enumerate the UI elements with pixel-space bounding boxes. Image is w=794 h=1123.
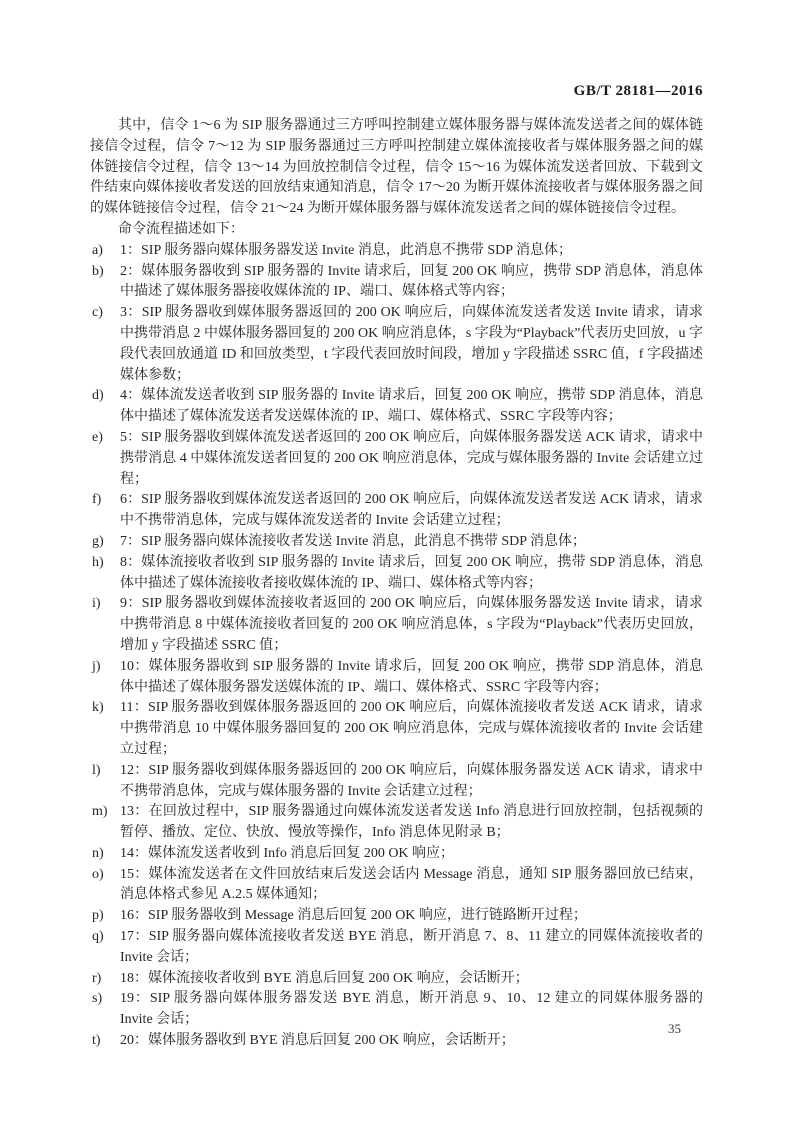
list-item-marker: t)	[92, 1033, 101, 1049]
list-item-text: 19：SIP 服务器向媒体服务器发送 BYE 消息，断开消息 9、10、12 建立的同媒体服务器的 Invite 会话；	[120, 991, 703, 1028]
list-item	[90, 241, 703, 262]
list-item-marker: m)	[92, 804, 108, 820]
document-content	[90, 116, 703, 1052]
list-item	[90, 761, 703, 803]
list-item-text: 13：在回放过程中，SIP 服务器通过向媒体流发送者发送 Info 消息进行回放控制，包括视频的暂停、播放、定位、快放、慢放等操作，Info 消息体见附录 B；	[120, 804, 703, 841]
list-item-marker: r)	[92, 970, 102, 986]
list-item-text: 5：SIP 服务器收到媒体流发送者返回的 200 OK 响应后，向媒体服务器发送 ACK 请求，请求中携带消息 4 中媒体流发送者回复的 200 OK 响应消息体，完成与媒体服务器的 Invite 会话建立过程；	[120, 429, 703, 487]
list-item-text: 11：SIP 服务器收到媒体服务器返回的 200 OK 响应后，向媒体流接收者发送 ACK 请求，请求中携带消息 10 中媒体服务器回复的 200 OK 响应消息体，完成与媒体流接收者的 Invite 会话建立过程；	[120, 700, 703, 757]
list-item-marker: k)	[92, 700, 104, 716]
list-item-marker: a)	[92, 242, 103, 258]
list-item-text: 2：媒体服务器收到 SIP 服务器的 Invite 请求后，回复 200 OK 响应，携带 SDP 消息体，消息体中描述了媒体服务器接收媒体流的 IP、端口、媒体格式等内容；	[120, 263, 703, 300]
list-item-marker: o)	[92, 866, 104, 882]
list-item-marker: g)	[92, 533, 104, 549]
command-flow-heading: 命令流程描述如下：	[118, 221, 244, 237]
list-item-text: 12：SIP 服务器收到媒体服务器返回的 200 OK 响应后，向媒体服务器发送 ACK 请求，请求中不携带消息体，完成与媒体服务器的 Invite 会话建立过程；	[120, 762, 703, 799]
list-item-text: 18：媒体流接收者收到 BYE 消息后回复 200 OK 响应，会话断开；	[120, 970, 529, 986]
list-item-text: 8：媒体流接收者收到 SIP 服务器的 Invite 请求后，回复 200 OK 响应，携带 SDP 消息体，消息体中描述了媒体流接收者接收媒体流的 IP、端口、媒体格式等内容；	[120, 554, 703, 591]
list-item-text: 1：SIP 服务器向媒体服务器发送 Invite 消息，此消息不携带 SDP 消息体；	[120, 242, 573, 258]
list-item-marker: i)	[92, 596, 101, 612]
list-item-marker: p)	[92, 908, 104, 924]
list-item-marker: d)	[92, 388, 104, 404]
list-item-text: 14：媒体流发送者收到 Info 消息后回复 200 OK 响应；	[120, 845, 455, 861]
intro-paragraph: 其中，信令 1～6 为 SIP 服务器通过三方呼叫控制建立媒体服务器与媒体流发送者之间的媒体链接信令过程，信令 7～12 为 SIP 服务器通过三方呼叫控制建立媒体流接收者与媒体服务器之间的媒体链接信令过程，信令 13～14 为回放控制信令过程，信令 15～16 为媒体流发送者回放、下载到文件结束向媒体接收者发送的回放结束通知消息，信令 17～20 为断开媒体流接收者与媒体服务器之间的媒体链接信令过程，信令 21～24 为断开媒体服务器与媒体流发送者之间的媒体链接信令过程。	[90, 118, 703, 217]
list-item-marker: l)	[92, 762, 101, 778]
list-item-text: 20：媒体服务器收到 BYE 消息后回复 200 OK 响应，会话断开；	[120, 1033, 515, 1049]
list-item-marker: n)	[92, 845, 104, 861]
list-item	[90, 989, 703, 1031]
list-item-text: 9：SIP 服务器收到媒体流接收者返回的 200 OK 响应后，向媒体服务器发送 Invite 请求，请求中携带消息 8 中媒体流接收者回复的 200 OK 响应消息体，s 字段为“Playback”代表历史回放，增加 y 字段描述 SSRC 值；	[120, 596, 703, 653]
list-item	[90, 865, 703, 907]
list-item-marker: c)	[92, 305, 103, 321]
list-item-marker: f)	[92, 492, 102, 508]
list-item-marker: e)	[92, 429, 103, 445]
list-item-text: 7：SIP 服务器向媒体流接收者发送 Invite 消息，此消息不携带 SDP 消息体；	[120, 533, 587, 549]
list-item	[90, 657, 703, 699]
list-item	[90, 303, 703, 386]
list-item-text: 3：SIP 服务器收到媒体服务器返回的 200 OK 响应后，向媒体流发送者发送 Invite 请求，请求中携带消息 2 中媒体服务器回复的 200 OK 响应消息体，s 字段为“Playback”代表历史回放，u 字段代表回放通道 ID 和回放类型，t 字段代表回放时间段，增加 y 字段描述 SSRC 值，f 字段描述媒体参数；	[120, 305, 703, 383]
list-item	[90, 844, 703, 865]
list-item	[90, 262, 703, 304]
list-item-text: 17：SIP 服务器向媒体流接收者发送 BYE 消息，断开消息 7、8、11 建立的同媒体流接收者的 Invite 会话；	[120, 929, 703, 965]
list-item	[90, 594, 703, 656]
list-item	[90, 428, 703, 490]
list-item-text: 15：媒体流发送者在文件回放结束后发送会话内 Message 消息，通知 SIP 服务器回放已结束，消息体格式参见 A.2.5 媒体通知；	[120, 866, 703, 903]
list-item	[90, 490, 703, 532]
list-item	[90, 553, 703, 595]
list-item-text: 4：媒体流发送者收到 SIP 服务器的 Invite 请求后，回复 200 OK 响应，携带 SDP 消息体，消息体中描述了媒体流发送者发送媒体流的 IP、端口、媒体格式、SSRC 字段等内容；	[120, 388, 703, 425]
list-item-text: 16：SIP 服务器收到 Message 消息后回复 200 OK 响应，进行链路断开过程；	[120, 908, 587, 924]
list-item-text: 6：SIP 服务器收到媒体流发送者返回的 200 OK 响应后，向媒体流发送者发送 ACK 请求，请求中不携带消息体，完成与媒体流发送者的 Invite 会话建立过程；	[120, 492, 703, 529]
list-item-text: 10：媒体服务器收到 SIP 服务器的 Invite 请求后，回复 200 OK 响应，携带 SDP 消息体，消息体中描述了媒体服务器发送媒体流的 IP、端口、媒体格式、SSRC 字段等内容；	[120, 658, 703, 695]
list-item-marker: q)	[92, 929, 104, 945]
list-item	[90, 802, 703, 844]
command-flow-list	[90, 241, 703, 1052]
list-item	[90, 532, 703, 553]
list-item-marker: h)	[92, 554, 104, 570]
list-item	[90, 927, 703, 969]
list-item	[90, 1031, 703, 1052]
list-item	[90, 386, 703, 428]
standard-number-header: GB/T 28181—2016	[573, 83, 703, 99]
list-item-marker: s)	[92, 991, 103, 1007]
list-item	[90, 698, 703, 760]
page-number: 35	[668, 1021, 681, 1036]
list-item	[90, 969, 703, 990]
list-item-marker: j)	[92, 658, 101, 674]
list-item	[90, 906, 703, 927]
list-item-marker: b)	[92, 263, 104, 279]
